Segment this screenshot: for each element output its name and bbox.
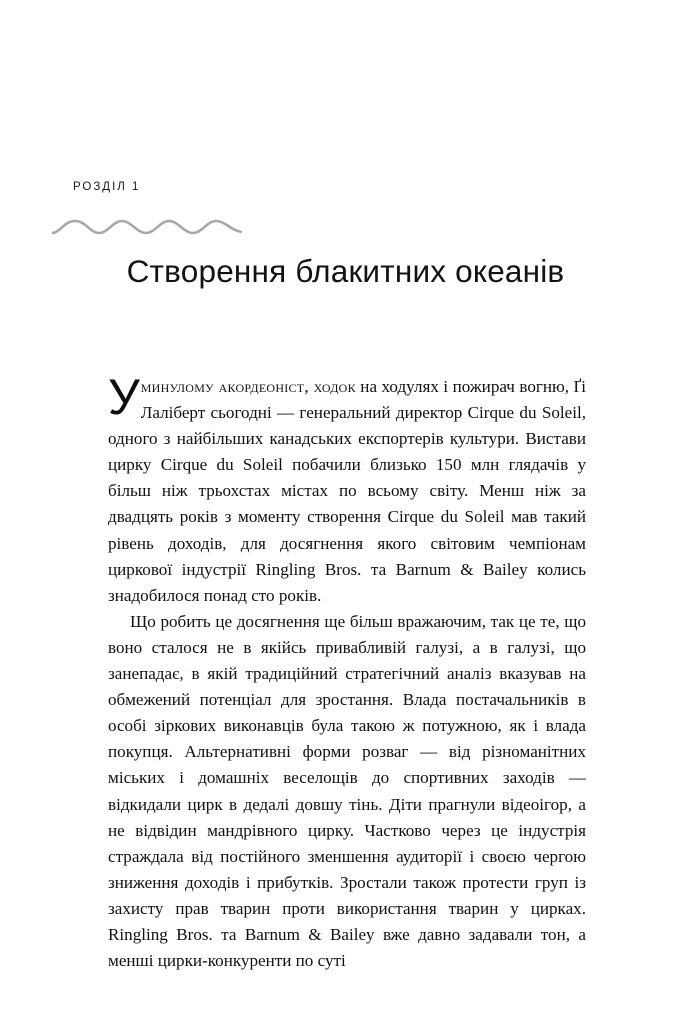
paragraph-1-text: на ходулях і пожирач вогню, Ґі Лаліберт сьогодні — генеральний директор Cirque du Soleil, одного з найбільших канадських експортерів культури. Вистави цирку Cirque du Soleil побачили близько 150 млн глядачів у більш ніж трьохстах містах по всьому світу. Менш ніж за двадцять років з моменту створення Cirque du Soleil мав такий рівень доходів, для досягнення якого світовим чемпіонам циркової індустрії Ringling Bros. та Barnum & Bailey колись знадобилося понад сто років. xyxy=(108,377,586,605)
page-title: Створення блакитних океанів xyxy=(126,253,565,289)
wave-ornament-svg xyxy=(52,211,242,245)
small-caps-lead: минулому акордеоніст, ходок xyxy=(140,377,356,396)
drop-cap: У xyxy=(108,369,140,425)
paragraph-1 xyxy=(108,369,586,609)
body-text-column xyxy=(108,369,586,974)
chapter-label: РОЗДІЛ 1 xyxy=(73,181,141,193)
wave-ornament-icon xyxy=(52,211,242,245)
paragraph-2 xyxy=(108,609,586,974)
paragraph-2-text: Що робить це досягнення ще більш вражаючим, так це те, що воно сталося не в якійсь привабливій галузі, а в галузі, що занепадає, в якій традиційний стратегічний аналіз вказував на обмежений потенціал для зростання. Влада постачальників в особі зіркових виконавців була такою ж потужною, як і влада покупця. Альтернативні форми розваг — від різноманітних міських і домашніх веселощів до спортивних заходів — відкидали цирк в дедалі довшу тінь. Діти прагнули відеоігор, а не відвідин мандрівного цирку. Частково через це індустрія страждала від постійного зменшення аудиторії і своєю чергою зниження доходів і прибутків. Зростали також протести груп із захисту прав тварин проти використання тварин у цирках. Ringling Bros. та Barnum & Bailey вже давно задавали тон, а менші цирки-конкуренти по суті xyxy=(108,611,586,971)
